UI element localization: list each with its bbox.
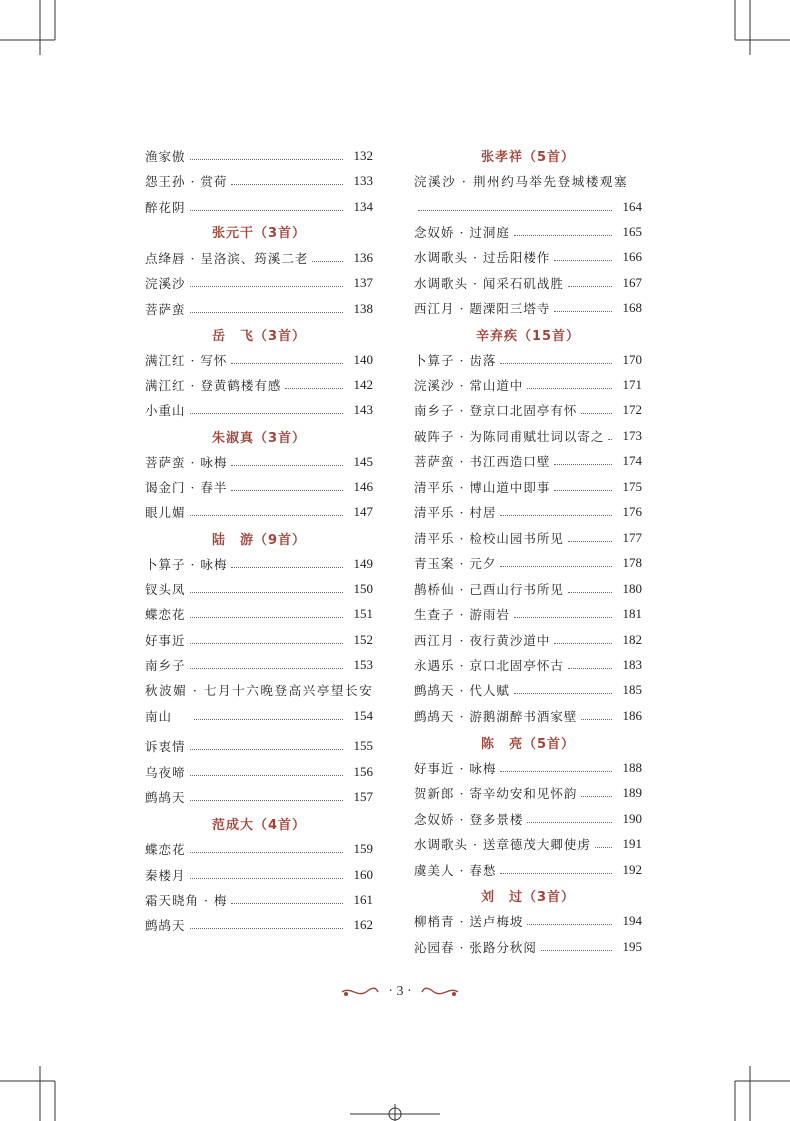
author-heading: 范成大（4首） [211,818,307,833]
toc-entry-title: 好事近 · 咏梅 [414,761,497,776]
dot-leader [312,261,343,262]
toc-entry-title: 永遇乐 · 京口北固亭怀古 [414,658,564,673]
dot-leader [568,286,612,287]
toc-page-number: 177 [622,530,642,545]
dot-leader [190,852,343,853]
toc-page-number: 188 [622,760,642,775]
dot-leader [514,235,612,236]
toc-page-number: 150 [353,581,373,596]
toc-page-number: 176 [622,504,642,519]
dot-leader [568,541,612,542]
page-footer [330,980,470,1004]
toc-entry-title: 钗头凤 [145,582,186,597]
toc-page-number: 137 [353,275,373,290]
toc-page-number: 140 [353,352,373,367]
toc-entry-title: 蝶恋花 [145,607,186,622]
dot-leader [231,490,343,491]
toc-entry[interactable] [414,809,642,829]
dot-leader [581,413,612,414]
toc-entry-title: 青玉案 · 元夕 [414,556,497,571]
toc-page-number: 175 [622,479,642,494]
toc-entry-title: 南乡子 [145,658,186,673]
dot-leader [554,311,612,312]
dot-leader [190,928,343,929]
toc-entry[interactable] [414,655,642,675]
dot-leader [231,184,343,185]
dot-leader [190,515,343,516]
toc-entry-title: 西江月 · 夜行黄沙道中 [414,633,551,648]
author-heading: 刘 过（3首） [480,890,576,905]
dot-leader [190,413,343,414]
toc-page-number: 152 [353,632,373,647]
dot-leader [190,312,343,313]
toc-entry[interactable] [414,834,642,854]
toc-entry-title: 渔家傲 [145,149,186,164]
toc-page-number: 151 [353,606,373,621]
toc-page-number: 190 [622,811,642,826]
toc-entry-title: 鹧鸪天 [145,918,186,933]
toc-page-number: 153 [353,657,373,672]
toc-page-number: 192 [622,862,642,877]
toc-entry[interactable] [414,350,642,370]
toc-entry[interactable] [145,706,373,726]
dot-leader [190,878,343,879]
toc-page-number: 178 [622,555,642,570]
toc-entry[interactable] [145,579,373,599]
toc-page-number: 191 [622,836,642,851]
dot-leader [190,749,343,750]
toc-entry-title: 西江月 · 题溧阳三塔寺 [414,301,551,316]
dot-leader [190,592,343,593]
toc-entry[interactable] [414,579,642,599]
dot-leader [231,903,343,904]
toc-entry-title: 鹧鸪天 · 代人赋 [414,683,510,698]
toc-entry-title: 诉衷情 [145,739,186,754]
toc-page-number: 166 [622,249,642,264]
author-heading: 张孝祥（5首） [480,150,576,165]
toc-entry-title: 小重山 [145,403,186,418]
dot-leader [527,822,612,823]
dot-leader [500,566,612,567]
toc-entry[interactable] [414,706,642,726]
toc-entry-title: 卜算子 · 咏梅 [145,557,228,572]
toc-entry[interactable] [414,502,642,522]
toc-page-number: 189 [622,785,642,800]
toc-page-number: 180 [622,581,642,596]
toc-entry[interactable] [414,477,642,497]
toc-page-number: 149 [353,556,373,571]
toc-entry[interactable] [145,554,373,574]
toc-entry[interactable] [145,452,373,472]
toc-entry[interactable] [414,426,642,446]
toc-entry[interactable] [145,273,373,293]
toc-page-number: 132 [353,148,373,163]
toc-entry-title: 念奴娇 · 登多景楼 [414,812,524,827]
toc-entry-title: 菩萨蛮 · 咏梅 [145,455,228,470]
author-heading: 朱淑真（3首） [211,431,307,446]
dot-leader [231,465,343,466]
toc-page-number: 146 [353,479,373,494]
toc-entry[interactable] [414,298,642,318]
toc-entry[interactable] [145,502,373,522]
dot-leader [554,490,612,491]
dot-leader [554,464,612,465]
dot-leader [190,159,343,160]
toc-entry[interactable] [145,604,373,624]
toc-entry-title: 沁园春 · 张路分秋阅 [414,940,537,955]
toc-entry[interactable] [145,890,373,910]
toc-page-number: 185 [622,682,642,697]
toc-entry-title: 鹊桥仙 · 己酉山行书所见 [414,582,564,597]
toc-entry[interactable] [414,911,642,931]
toc-entry-title-line[interactable]: 秋波媚 · 七月十六晚登高兴亭望长安 [145,683,374,698]
toc-entry[interactable] [145,477,373,497]
toc-entry-title: 醉花阴 [145,200,186,215]
toc-entry[interactable] [414,222,642,242]
toc-entry[interactable] [414,375,642,395]
toc-page-number: 172 [622,402,642,417]
toc-page-number: 145 [353,454,373,469]
toc-entry[interactable] [145,350,373,370]
page-number: · 3 · [388,984,412,999]
dot-leader [231,567,343,568]
dot-leader [285,388,343,389]
toc-entry[interactable] [145,248,373,268]
dot-leader [190,800,343,801]
toc-page-number: 173 [622,428,642,443]
dot-leader [500,873,612,874]
toc-page-number: 182 [622,632,642,647]
toc-entry-title: 满江红 · 写怀 [145,353,228,368]
dot-leader [514,617,612,618]
toc-entry-title: 眼儿媚 [145,505,186,520]
toc-page-number: 160 [353,867,373,882]
dot-leader [500,363,612,364]
toc-entry-title: 浣溪沙 · 常山道中 [414,378,524,393]
toc-entry-title: 生查子 · 游雨岩 [414,607,510,622]
toc-page-number: 133 [353,173,373,188]
dot-leader [595,847,612,848]
dot-leader [541,950,612,951]
toc-entry-title: 贺新郎 · 寄辛幼安和见怀韵 [414,786,578,801]
toc-page-number: 170 [622,352,642,367]
toc-page-number: 186 [622,708,642,723]
toc-entry-title: 虞美人 · 春愁 [414,863,497,878]
author-heading: 张元干（3首） [211,226,307,241]
dot-leader [514,693,612,694]
toc-page-number: 138 [353,301,373,316]
toc-entry[interactable] [414,553,642,573]
toc-page-number: 142 [353,377,373,392]
toc-entry-title: 怨王孙 · 赏荷 [145,174,228,189]
toc-entry-title: 南乡子 · 登京口北固亭有怀 [414,403,578,418]
toc-entry-title: 卜算子 · 齿落 [414,353,497,368]
toc-entry[interactable] [145,865,373,885]
dot-leader [554,260,612,261]
toc-page-number: 154 [353,708,373,723]
toc-page-number: 157 [353,789,373,804]
toc-page-number: 171 [622,377,642,392]
toc-entry[interactable] [414,273,642,293]
dot-leader [527,924,612,925]
toc-entry-title: 乌夜啼 [145,765,186,780]
toc-entry-title: 清平乐 · 检校山园书所见 [414,531,564,546]
toc-entry-title: 水调歌头 · 过岳阳楼作 [414,250,551,265]
dot-leader [554,643,612,644]
toc-entry-title: 菩萨蛮 [145,302,186,317]
toc-entry[interactable] [414,680,642,700]
toc-entry[interactable] [414,937,642,957]
toc-entry-title: 蝶恋花 [145,842,186,857]
dot-leader [190,643,343,644]
author-heading: 岳 飞（3首） [211,329,307,344]
toc-page-number: 194 [622,913,642,928]
toc-page-number: 161 [353,892,373,907]
toc-entry[interactable] [145,171,373,191]
dot-leader [527,388,612,389]
author-heading: 辛弃疾（15首） [475,329,581,344]
toc-page-number: 167 [622,275,642,290]
toc-page-number: 165 [622,224,642,239]
toc-page-number: 134 [353,199,373,214]
toc-page-number: 159 [353,841,373,856]
toc-entry[interactable] [145,736,373,756]
dot-leader [500,771,612,772]
toc-entry[interactable] [414,451,642,471]
toc-page-number: 155 [353,738,373,753]
toc-entry[interactable] [145,400,373,420]
dot-leader [190,775,343,776]
dot-leader [190,286,343,287]
toc-entry[interactable] [414,860,642,880]
toc-entry[interactable] [145,915,373,935]
toc-page-number: 147 [353,504,373,519]
toc-entry-title: 好事近 [145,633,186,648]
toc-entry[interactable] [145,787,373,807]
toc-page-number: 164 [622,199,642,214]
toc-page-number: 183 [622,657,642,672]
dot-leader [608,439,612,440]
toc-entry[interactable] [145,630,373,650]
toc-page-number: 143 [353,402,373,417]
dot-leader [194,719,343,720]
dot-leader [190,210,343,211]
toc-entry-title: 鹧鸪天 [145,790,186,805]
toc-entry[interactable] [414,400,642,420]
dot-leader [568,592,612,593]
author-heading: 陈 亮（5首） [480,737,576,752]
toc-entry-title: 南山 [145,709,173,724]
toc-entry-title: 谒金门 · 春半 [145,480,228,495]
toc-entry-title: 清平乐 · 博山道中即事 [414,480,551,495]
dot-leader [418,210,612,211]
toc-entry-title: 点绛唇 · 呈洛滨、筠溪二老 [145,251,309,266]
toc-entry[interactable] [145,197,373,217]
toc-entry-title-line[interactable]: 浣溪沙 · 荆州约马举先登城楼观塞 [414,174,629,189]
toc-entry-title: 菩萨蛮 · 书江西造口壁 [414,454,551,469]
toc-page-number: 195 [622,939,642,954]
toc-entry-title: 水调歌头 · 送章德茂大卿使虏 [414,837,591,852]
author-heading: 陆 游（9首） [211,533,307,548]
toc-page-number: 174 [622,453,642,468]
ornament-left-icon [340,984,380,1000]
toc-entry[interactable] [145,762,373,782]
toc-entry-title: 霜天晓角 · 梅 [145,893,228,908]
dot-leader [581,719,612,720]
toc-page-number: 136 [353,250,373,265]
toc-page-number: 162 [353,917,373,932]
toc-entry-title: 柳梢青 · 送卢梅坡 [414,914,524,929]
toc-entry-title: 念奴娇 · 过洞庭 [414,225,510,240]
toc-entry[interactable] [414,247,642,267]
toc-entry[interactable] [145,655,373,675]
toc-entry-title: 破阵子 · 为陈同甫赋壮词以寄之 [414,429,605,444]
toc-entry[interactable] [414,604,642,624]
toc-entry-title: 清平乐 · 村居 [414,505,497,520]
toc-entry[interactable] [145,146,373,166]
toc-entry-title: 浣溪沙 [145,276,186,291]
toc-page-number: 181 [622,606,642,621]
toc-entry[interactable] [145,839,373,859]
dot-leader [500,515,612,516]
toc-entry[interactable] [414,783,642,803]
toc-entry[interactable] [145,375,373,395]
dot-leader [190,668,343,669]
dot-leader [568,668,612,669]
toc-entry-title: 鹧鸪天 · 游鹅湖醉书酒家壁 [414,709,578,724]
toc-entry[interactable] [414,758,642,778]
dot-leader [581,796,612,797]
toc-entry[interactable] [145,299,373,319]
dot-leader [231,363,343,364]
toc-entry-title: 水调歌头 · 闻采石矶战胜 [414,276,564,291]
toc-entry[interactable] [414,197,642,217]
toc-entry[interactable] [414,630,642,650]
ornament-right-icon [420,984,460,1000]
toc-entry-title: 满江红 · 登黄鹤楼有感 [145,378,282,393]
dot-leader [190,617,343,618]
toc-entry-title: 秦楼月 [145,868,186,883]
toc-page-number: 168 [622,300,642,315]
toc-page-number: 156 [353,764,373,779]
toc-entry[interactable] [414,528,642,548]
